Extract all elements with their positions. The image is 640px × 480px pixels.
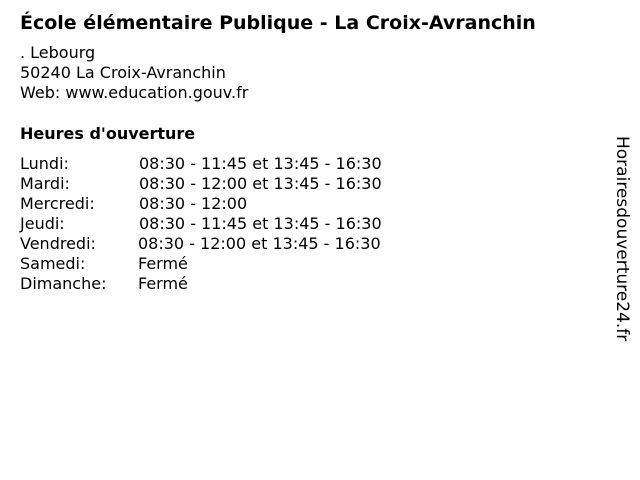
address-block: [20, 43, 248, 103]
day-label: Jeudi:: [20, 214, 65, 233]
opening-hours-heading: Heures d'ouverture: [20, 124, 196, 143]
address-web: Web: www.education.gouv.fr: [20, 83, 249, 102]
day-label: Samedi:: [20, 254, 86, 273]
day-hours: Fermé: [138, 274, 188, 293]
page-title: École élémentaire Publique - La Croix-Avranchin: [20, 12, 536, 34]
day-label: Vendredi:: [20, 234, 96, 253]
day-hours: Fermé: [138, 254, 188, 273]
day-label: Lundi:: [20, 154, 69, 173]
day-hours: 08:30 - 12:00 et 13:45 - 16:30: [138, 234, 381, 253]
day-label: Mardi:: [20, 174, 70, 193]
site-watermark: Horairesdouverture24.fr: [612, 136, 632, 342]
day-hours: 08:30 - 12:00: [139, 194, 248, 213]
address-city: 50240 La Croix-Avranchin: [20, 63, 226, 82]
day-label: Mercredi:: [20, 194, 95, 213]
day-label: Dimanche:: [20, 274, 107, 293]
day-hours: 08:30 - 11:45 et 13:45 - 16:30: [139, 214, 382, 233]
day-hours: 08:30 - 12:00 et 13:45 - 16:30: [139, 174, 382, 193]
address-street: . Lebourg: [20, 43, 96, 62]
day-hours: 08:30 - 11:45 et 13:45 - 16:30: [139, 154, 382, 173]
